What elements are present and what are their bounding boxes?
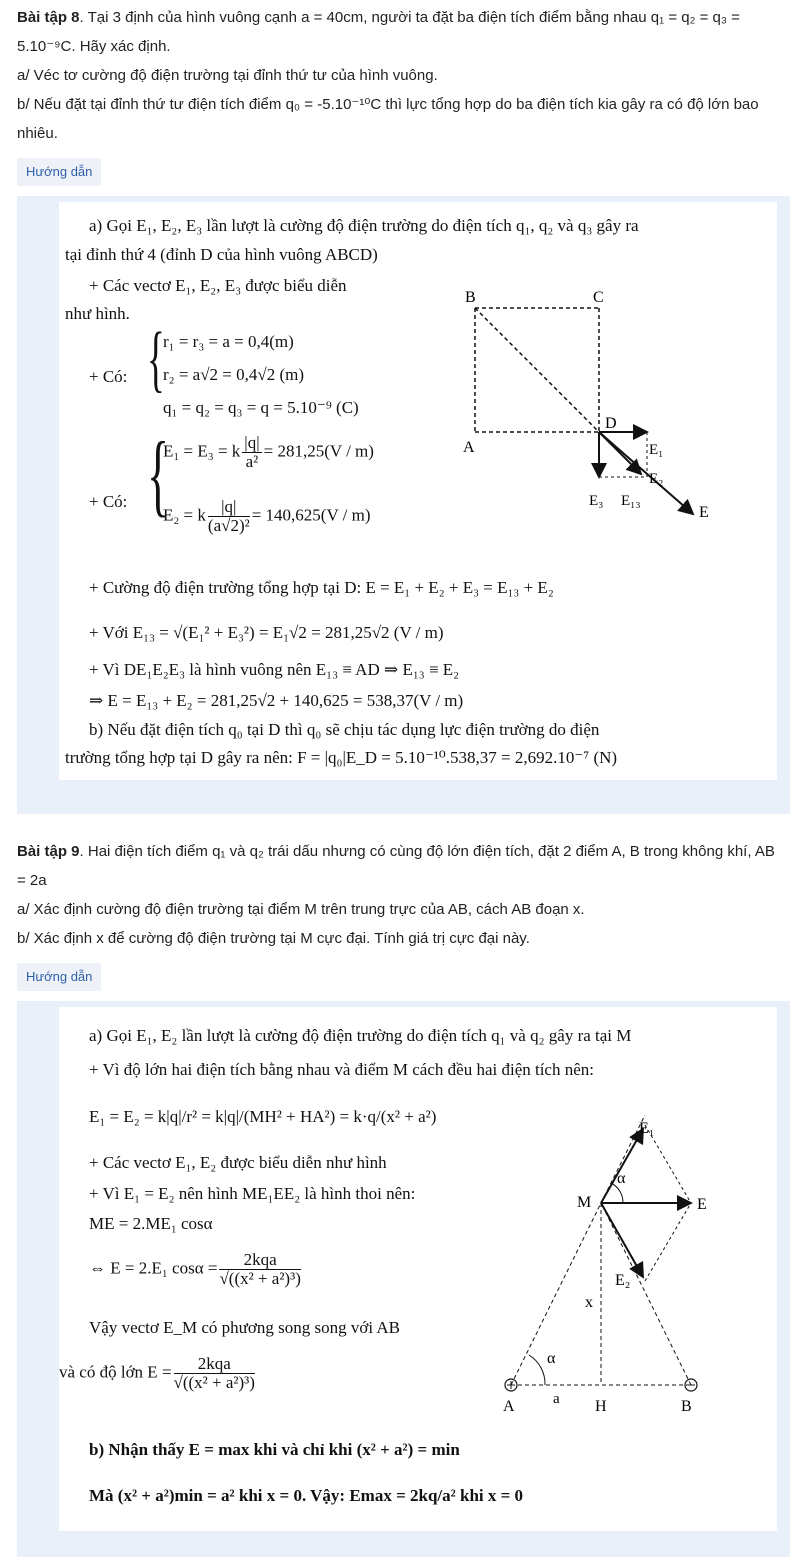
e13-lhs: E₁ = E₃ = k — [163, 441, 241, 461]
e2-num: |q| — [208, 498, 250, 517]
label-h: H — [595, 1398, 607, 1415]
l7-den: √((x² + a²)³) — [219, 1269, 301, 1288]
label-b: B — [465, 289, 476, 306]
sol8-line3: + Các vectơ E₁, E₂, E₃ được biểu diễn — [89, 276, 347, 295]
label-a: A — [463, 439, 475, 456]
sol9-line10: b) Nhận thấy E = max khi và chỉ khi (x² + a²) = min — [89, 1440, 460, 1459]
label-x: x — [585, 1294, 593, 1311]
l9-num: 2kqa — [174, 1355, 255, 1374]
sol9-line8: Vậy vectơ E_M có phương song song với AB — [89, 1318, 400, 1337]
rhombus-diagram — [499, 1120, 769, 1415]
problem-8-statement — [17, 3, 783, 61]
sol8-e13 — [163, 434, 374, 471]
l9-frac — [174, 1355, 255, 1392]
problem-9-statement — [17, 837, 783, 895]
label-e2: E₂ — [649, 471, 664, 487]
solution-image-8 — [59, 202, 777, 780]
label-c: C — [593, 289, 604, 306]
e2-den: (a√2)² — [207, 516, 250, 535]
sol8-q: q₁ = q₂ = q₃ = q = 5.10⁻⁹ (C) — [163, 398, 359, 417]
sol9-line11: Mà (x² + a²)min = a² khi x = 0. Vậy: Emax = 2kq/a² khi x = 0 — [89, 1486, 524, 1505]
label-d: D — [605, 415, 617, 432]
sol9-line2: + Vì độ lớn hai điện tích bằng nhau và điểm M cách đều hai điện tích nên: — [89, 1060, 594, 1079]
sol8-line4: như hình. — [65, 304, 130, 323]
solution-image-9 — [59, 1007, 777, 1531]
l7-frac — [219, 1251, 300, 1288]
hint-button-8[interactable]: Hướng dẫn — [17, 158, 101, 186]
l7-num: 2kqa — [219, 1251, 300, 1270]
problem-8-part-a: a/ Véc tơ cường độ điện trường tại đỉnh thứ tư của hình vuông. — [17, 67, 438, 84]
label-b: B — [681, 1398, 692, 1415]
sol8-line2: tại đỉnh thứ 4 (đỉnh D của hình vuông ABCD) — [65, 245, 378, 264]
square-diagram — [459, 272, 719, 521]
e2-rhs: = 140,625(V / m) — [251, 505, 371, 525]
label-e3: E₃ — [589, 493, 604, 509]
sol8-co-1: + Có: — [89, 367, 128, 386]
problem-8 — [0, 0, 800, 196]
e13-den: a² — [245, 452, 259, 471]
angle-alpha-a — [529, 1355, 545, 1385]
sol8-r13: r₁ = r₃ = a = 0,4(m) — [163, 332, 294, 351]
brace-2: { — [147, 423, 170, 525]
e13-num: |q| — [244, 433, 260, 452]
e2-frac — [208, 498, 250, 535]
problem-9-text: . Hai điện tích điểm q₁ và q₂ trái dấu nhưng có cùng độ lớn điện tích, đặt 2 điểm A, B trong không khí, AB = 2a — [17, 843, 775, 889]
problem-8-text: . Tại 3 định của hình vuông cạnh a = 40cm, người ta đặt ba điện tích điểm bằng nhau q₁ = q₂ = q₃ = 5.10⁻⁹C. Hãy xác định. — [17, 9, 740, 55]
label-segment-a: a — [553, 1391, 560, 1407]
e13-rhs: = 281,25(V / m) — [263, 441, 374, 461]
sol9-line1: a) Gọi E₁, E₂ lần lượt là cường độ điện trường do điện tích q₁ và q₂ gây ra tại M — [89, 1026, 632, 1045]
vector-e — [599, 432, 693, 514]
sol8-square: + Vì DE₁E₂E₃ là hình vuông nên E₁₃ ≡ AD ⇒ E₁₃ ≡ E₂ — [89, 660, 460, 679]
rhombus-bottom — [645, 1203, 691, 1281]
sol8-line1: a) Gọi E₁, E₂, E₃ lần lượt là cường độ điện trường do điện tích q₁, q₂ và q₃ gây ra — [89, 216, 639, 235]
problem-9-part-a: a/ Xác định cường độ điện trường tại điểm M trên trung trực của AB, cách AB đoạn x. — [17, 901, 585, 918]
vector-e1 — [601, 1129, 643, 1203]
diagonal-bd — [475, 308, 599, 432]
sol8-e2 — [163, 498, 371, 535]
problem-8-part-b: b/ Nếu đặt tại đỉnh thứ tư điện tích điểm q₀ = -5.10⁻¹⁰C thì lực tổng hợp do ba điện tích kia gây ra có độ lớn bao nhiêu. — [17, 96, 759, 142]
sol9-line3: E₁ = E₂ = k|q|/r² = k|q|/(MH² + HA²) = k·q/(x² + a²) — [89, 1107, 437, 1126]
vector-e2 — [601, 1203, 643, 1277]
l9-den: √((x² + a²)³) — [173, 1373, 255, 1392]
label-e2: E₂ — [615, 1272, 631, 1289]
sol9-line5: + Vì E₁ = E₂ nên hình ME₁EE₂ là hình thoi nên: — [89, 1184, 416, 1203]
sol8-result: ⇒ E = E₁₃ + E₂ = 281,25√2 + 140,625 = 538,37(V / m) — [89, 691, 464, 710]
solution-panel-8 — [17, 196, 790, 814]
solution-panel-9 — [17, 1001, 790, 1557]
problem-8-label: Bài tập 8 — [17, 9, 80, 26]
sol8-e13-value: + Với E₁₃ = √(E₁² + E₃²) = E₁√2 = 281,25√2 (V / m) — [89, 623, 444, 642]
brace-1: { — [147, 318, 165, 400]
sol8-b2: trường tổng hợp tại D gây ra nên: F = |q₀|E_D = 5.10⁻¹⁰.538,37 = 2,692.10⁻⁷ (N) — [65, 748, 618, 767]
label-e13: E₁₃ — [621, 493, 641, 509]
sol9-line9 — [59, 1355, 257, 1392]
label-a: A — [503, 1398, 515, 1415]
sol8-r2: r₂ = a√2 = 0,4√2 (m) — [163, 365, 305, 384]
sol8-co-2: + Có: — [89, 492, 128, 511]
l9-lhs: và có độ lớn E = — [59, 1362, 172, 1382]
problem-9-part-b: b/ Xác định x để cường độ điện trường tại M cực đại. Tính giá trị cực đại này. — [17, 930, 530, 947]
sol9-line6: ME = 2.ME₁ cosα — [89, 1214, 213, 1233]
hint-button-9[interactable]: Hướng dẫn — [17, 963, 101, 991]
label-e: E — [699, 504, 709, 521]
l7-lhs: ⇔ E = 2.E₁ cosα = — [89, 1258, 218, 1278]
label-e: E — [697, 1196, 707, 1213]
e13-frac — [242, 434, 261, 471]
label-m: M — [577, 1194, 592, 1211]
segment-bm — [601, 1203, 691, 1385]
problem-9-label: Bài tập 9 — [17, 843, 80, 860]
label-e1: E₁ — [639, 1120, 655, 1137]
sol9-line4: + Các vectơ E₁, E₂ được biểu diễn như hình — [89, 1153, 387, 1172]
label-alpha-m: α — [617, 1170, 626, 1187]
sol9-line7 — [89, 1251, 303, 1288]
sol8-total: + Cường độ điện trường tổng hợp tại D: E = E₁ + E₂ + E₃ = E₁₃ + E₂ — [89, 578, 554, 597]
sol8-b1: b) Nếu đặt điện tích q₀ tại D thì q₀ sẽ chịu tác dụng lực điện trường do điện — [89, 720, 600, 739]
label-e1: E₁ — [649, 442, 664, 458]
label-alpha-a: α — [547, 1350, 556, 1367]
problem-9 — [0, 814, 800, 1001]
e2-lhs: E₂ = k — [163, 505, 206, 525]
